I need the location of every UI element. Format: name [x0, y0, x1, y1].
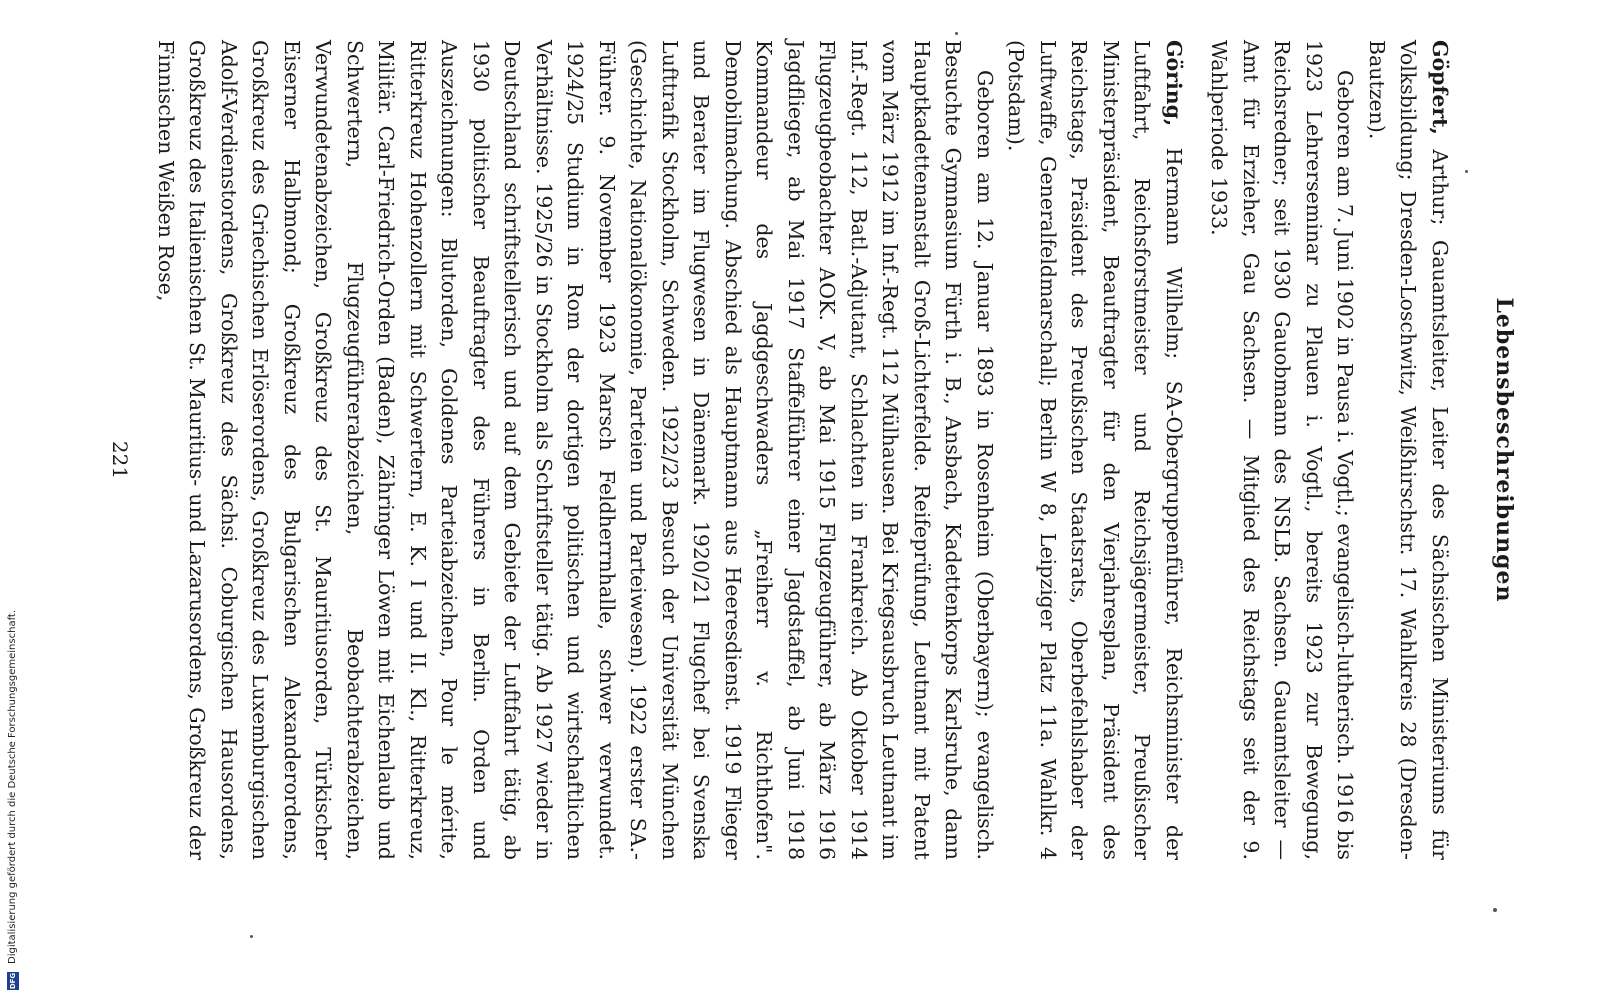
- entry-paragraph: [1000, 40, 1189, 860]
- text-block: [150, 40, 1518, 860]
- entry-goering: [150, 40, 1190, 860]
- entry-paragraph: [1361, 40, 1456, 860]
- entry-name: Göpfert,: [1428, 40, 1452, 135]
- page-number: 221: [108, 440, 132, 480]
- entry-paragraph: [1203, 40, 1361, 860]
- entry-text: Geboren am 12. Januar 1893 in Rosenheim (Oberbayern); evangelisch. Besuchte Gymnasium Fürth i. B., Ansbach, Kadettenkorps Karlsruhe, dann Hauptkadettenanstalt Groß-Lichterfelde. Reifeprüfung, Leutnant mit Patent vom März 1912 im Inf.-Regt. 112 Mülhausen. Bei Kriegsausbruch Leutnant im Inf.-Regt. 112, Batl.-Adjutant, Schlachten in Frankreich. Ab Oktober 1914 Flugzeugbeobachter AOK. V, ab Mai 1915 Flugzeugführer, ab März 1916 Jagdflieger, ab Mai 1917 Staffelführer einer Jagdstaffel, ab Juni 1918 Kommandeur des Jagdgeschwaders „Freiherr v. Richthofen". Demobilmachung. Abschied als Hauptmann aus Heeresdienst. 1919 Flieger und Berater im Flugwesen in Dänemark. 1920/21 Flugchef bei Svenska Lufttrafik Stockholm, Schweden. 1922/23 Besuch der Universität München (Geschichte, Nationalökonomie, Parteien und Parteiwesen). 1922 erster SA.-Führer. 9. November 1923 Marsch Feldherrnhalle, schwer verwundet. 1924/25 Studium in Rom der dortigen politischen und wirtschaftlichen Verhältnisse. 1925/26 in Stockholm als Schriftsteller tätig. Ab 1927 wieder in Deutschland schriftstellerisch und auf dem Gebiete der Luftfahrt tätig, ab 1930 politischer Beauftragter des Führers in Berlin. Orden und Auszeichnungen: Blutorden, Goldenes Parteiabzeichen, Pour le mérite, Ritterkreuz Hohenzollern mit Schwertern, E. K. I und II. Kl., Ritterkreuz, Militär. Carl-Friedrich-Orden (Baden), Zähringer Löwen mit Eichenlaub und Schwertern, Flugzeugführerabzeichen, Beobachterabzeichen, Verwundetenabzeichen, Großkreuz des St. Mauritiusorden, Türkischer Eiserner Halbmond; Großkreuz des Bulgarischen Alexanderordens, Großkreuz des Griechischen Erlöserordens, Großkreuz des Luxemburgischen Adolf-Verdienstordens, Großkreuz des Sächsi. Coburgischen Hausordens, Großkreuz des Italienischen St. Mauritius- und Lazarusordens, Großkreuz der Finnischen Weißen Rose,: [154, 40, 997, 860]
- entry-paragraph: [150, 40, 1001, 860]
- page-heading: Lebensbeschreibungen: [1491, 297, 1517, 603]
- credit-text: Digitalisierung gefördert durch die Deutsche Forschungsgemeinschaft.: [7, 609, 18, 964]
- scan-speck: [250, 935, 253, 938]
- entry-name: Göring,: [1162, 40, 1186, 127]
- entry-text: Arthur; Gauamtsleiter, Leiter des Sächsischen Ministeriums für Volksbildung; Dresden-Loschwitz, Weißhirschstr. 17. Wahlkreis 28 (Dresden-Bautzen).: [1365, 40, 1452, 860]
- dfg-logo: DFG: [9, 972, 17, 990]
- entry-goepfert: [1203, 40, 1455, 860]
- entry-text: Hermann Wilhelm; SA-Obergruppenführer, Reichsminister der Luftfahrt, Reichsforstmeister und Reichsjägermeister, Preußischer Ministerpräsident, Beauftragter für den Vierjahresplan, Präsident des Reichstags, Präsident des Preußischen Staatsrats, Oberbefehlshaber der Luftwaffe, Generalfeldmarschall; Berlin W 8, Leipziger Platz 11a. Wahlkr. 4 (Potsdam).: [1004, 40, 1186, 860]
- entry-text: Geboren am 7. Juni 1902 in Pausa i. Vogtl.; evangelisch-lutherisch. 1916 bis 1923 Lehrerseminar zu Plauen i. Vogtl., bereits 1923 zur Bewegung, Reichsredner; seit 1930 Gauobmann des NSLB. Sachsen. Gauamtsleiter — Amt für Erzieher, Gau Sachsen. — Mitglied des Reichstags seit der 9. Wahlperiode 1933.: [1207, 40, 1358, 860]
